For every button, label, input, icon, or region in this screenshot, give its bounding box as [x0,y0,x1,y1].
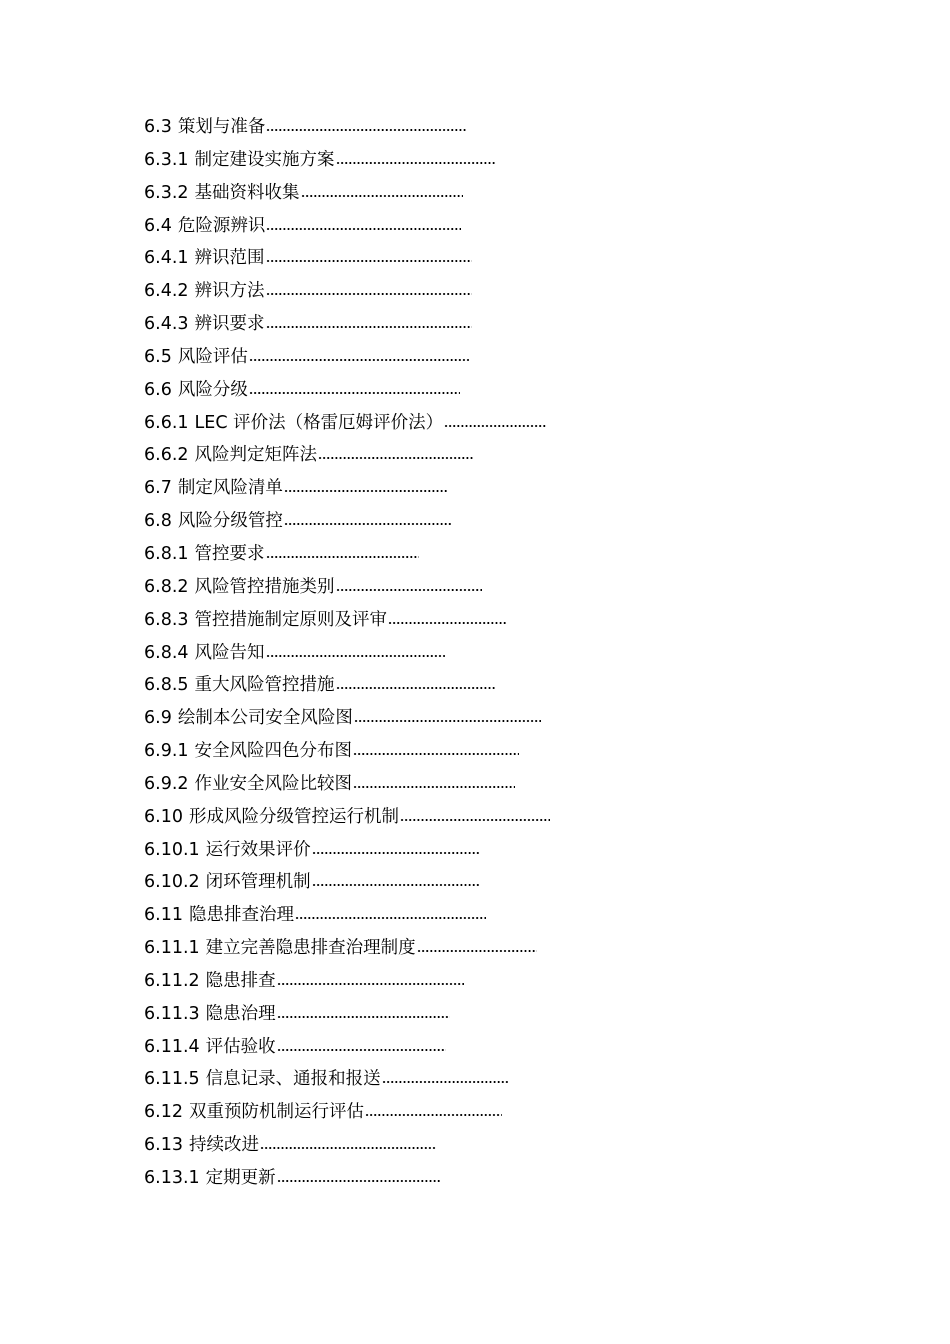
toc-entry[interactable] [144,177,844,210]
toc-dot-leader [336,161,496,165]
toc-dot-leader [336,588,482,592]
toc-dot-leader [277,1048,446,1052]
toc-entry[interactable] [144,571,844,604]
toc-entry-title: 评估验收 [205,1036,276,1057]
toc-dot-leader [260,1146,436,1150]
toc-entry[interactable] [144,505,844,538]
toc-entry-title: 安全风险四色分布图 [194,741,353,762]
toc-entry[interactable] [144,407,844,440]
toc-entry-number: 6.3.1 [144,149,189,170]
toc-entry[interactable] [144,637,844,670]
toc-entry-number: 6.8.5 [144,675,189,696]
toc-dot-leader [266,128,467,132]
toc-entry[interactable] [144,669,844,702]
toc-entry[interactable] [144,242,844,275]
toc-entry-number: 6.4 [144,215,172,236]
toc-entry-number: 6.11.2 [144,970,200,991]
toc-entry-number: 6.11.5 [144,1069,200,1090]
toc-entry[interactable] [144,1063,844,1096]
toc-entry[interactable] [144,1129,844,1162]
toc-dot-leader [266,325,472,329]
toc-entry-number: 6.11 [144,905,183,926]
toc-dot-leader [318,456,473,460]
toc-entry-title: 辨识方法 [194,281,265,302]
toc-entry[interactable] [144,834,844,867]
toc-entry[interactable] [144,768,844,801]
toc-entry[interactable] [144,702,844,735]
toc-entry[interactable] [144,735,844,768]
toc-entry-number: 6.8.3 [144,609,189,630]
toc-entry[interactable] [144,439,844,472]
toc-dot-leader [266,292,472,296]
toc-dot-leader [417,949,537,953]
toc-entry-title: 绘制本公司安全风险图 [177,708,353,729]
toc-entry[interactable] [144,965,844,998]
toc-dot-leader [249,391,460,395]
toc-entry-title: 双重预防机制运行评估 [188,1102,364,1123]
toc-entry-number: 6.4.1 [144,248,189,269]
toc-entry-title: 隐患治理 [205,1003,276,1024]
toc-dot-leader [266,227,461,231]
toc-entry-number: 6.11.3 [144,1003,200,1024]
toc-dot-leader [400,818,550,822]
toc-dot-leader [444,424,546,428]
toc-entry-title: 运行效果评价 [205,839,311,860]
toc-entry[interactable] [144,801,844,834]
toc-entry-number: 6.9 [144,708,172,729]
toc-dot-leader [365,1113,502,1117]
toc-entry-number: 6.11.1 [144,938,200,959]
toc-entry[interactable] [144,538,844,571]
toc-entry[interactable] [144,341,844,374]
toc-entry-title: 风险分级 [177,379,248,400]
toc-entry-number: 6.13.1 [144,1168,200,1188]
toc-entry[interactable] [144,472,844,505]
toc-entry-number: 6.9.1 [144,741,189,762]
toc-entry-number: 6.4.2 [144,281,189,302]
toc-dot-leader [277,1179,441,1183]
toc-entry-number: 6.10.2 [144,872,200,893]
toc-entry[interactable] [144,866,844,899]
toc-entry-number: 6.6 [144,379,172,400]
toc-entry[interactable] [144,1096,844,1129]
toc-dot-leader [266,259,472,263]
toc-entry-number: 6.10.1 [144,839,200,860]
toc-entry-title: 制定建设实施方案 [194,149,335,170]
toc-entry[interactable] [144,111,844,144]
toc-dot-leader [353,785,515,789]
toc-dot-leader [353,752,519,756]
toc-dot-leader [277,982,464,986]
toc-dot-leader [266,555,419,559]
toc-dot-leader [312,851,479,855]
toc-dot-leader [295,916,486,920]
toc-entry-number: 6.8.2 [144,576,189,597]
toc-entry[interactable] [144,932,844,965]
toc-dot-leader [249,358,469,362]
toc-dot-leader [284,489,447,493]
toc-entry-number: 6.5 [144,346,172,367]
toc-entry-number: 6.8 [144,511,172,532]
toc-entry[interactable] [144,275,844,308]
toc-entry-title: 风险判定矩阵法 [194,445,318,466]
toc-entry-title: 定期更新 [205,1168,276,1188]
toc-entry[interactable] [144,308,844,341]
toc-dot-leader [336,686,496,690]
toc-entry-number: 6.12 [144,1102,183,1123]
toc-dot-leader [388,621,507,625]
toc-entry-title: 风险管控措施类别 [194,576,335,597]
toc-entry-number: 6.6.2 [144,445,189,466]
toc-dot-leader [354,719,541,723]
toc-dot-leader [277,1015,450,1019]
toc-dot-leader [301,194,463,198]
toc-entry-number: 6.8.4 [144,642,189,663]
toc-entry-title: 形成风险分级管控运行机制 [188,806,399,827]
toc-entry[interactable] [144,1162,844,1195]
toc-entry-number: 6.10 [144,806,183,827]
toc-entry-title: 基础资料收集 [194,182,300,203]
toc-entry-title: 作业安全风险比较图 [194,773,353,794]
toc-entry-number: 6.4.3 [144,314,189,335]
toc-entry[interactable] [144,998,844,1031]
toc-entry-title: 隐患排查 [205,970,276,991]
toc-entry-title: LEC 评价法（格雷厄姆评价法） [194,412,444,433]
toc-entry-title: 隐患排查治理 [188,905,294,926]
toc-entry[interactable] [144,899,844,932]
toc-entry-title: 持续改进 [188,1135,259,1156]
toc-entry-title: 信息记录、通报和报送 [205,1069,381,1090]
toc-entry-title: 辨识范围 [194,248,265,269]
toc-entry-title: 辨识要求 [194,314,265,335]
table-of-contents [144,111,844,1195]
toc-entry-title: 建立完善隐患排查治理制度 [205,938,416,959]
toc-entry-number: 6.3 [144,117,172,137]
toc-dot-leader [382,1080,508,1084]
toc-entry-number: 6.9.2 [144,773,189,794]
toc-entry-title: 重大风险管控措施 [194,675,335,696]
toc-entry-title: 制定风险清单 [177,478,283,499]
toc-entry[interactable] [144,1031,844,1064]
toc-entry-number: 6.11.4 [144,1036,200,1057]
toc-entry-title: 策划与准备 [177,117,266,137]
toc-entry-number: 6.7 [144,478,172,499]
toc-dot-leader [284,522,452,526]
toc-entry-title: 风险评估 [177,346,248,367]
toc-entry[interactable] [144,144,844,177]
toc-entry-title: 危险源辨识 [177,215,266,236]
toc-entry-title: 风险告知 [194,642,265,663]
toc-entry-number: 6.13 [144,1135,183,1156]
toc-entry-title: 风险分级管控 [177,511,283,532]
toc-entry[interactable] [144,604,844,637]
toc-dot-leader [312,883,479,887]
toc-entry[interactable] [144,374,844,407]
toc-entry-title: 管控要求 [194,543,265,564]
toc-entry-number: 6.6.1 [144,412,189,433]
toc-dot-leader [266,654,445,658]
toc-entry-title: 管控措施制定原则及评审 [194,609,388,630]
toc-entry[interactable] [144,210,844,243]
toc-entry-title: 闭环管理机制 [205,872,311,893]
toc-entry-number: 6.3.2 [144,182,189,203]
toc-entry-number: 6.8.1 [144,543,189,564]
